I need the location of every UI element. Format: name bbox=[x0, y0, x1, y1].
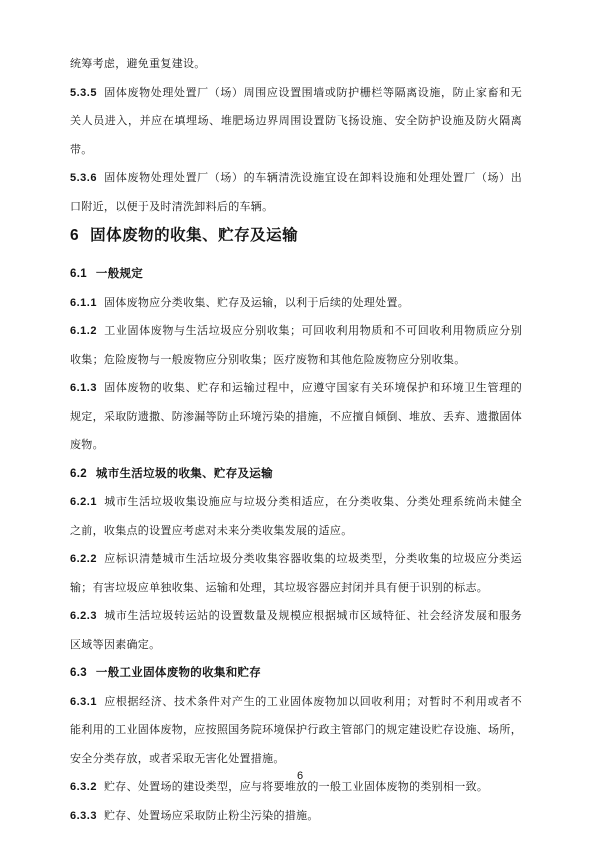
section-number: 6.2 bbox=[70, 467, 87, 480]
clause-number: 5.3.5 bbox=[70, 86, 97, 99]
clause-number: 6.2.1 bbox=[70, 496, 97, 508]
clause-6-3-3 bbox=[70, 802, 522, 831]
clause-number: 6.1.1 bbox=[70, 296, 97, 309]
clause-number: 6.2.3 bbox=[70, 610, 97, 622]
clause-text: 应标识清楚城市生活垃圾分类收集容器收集的垃圾类型，分类收集的垃圾应分类运输；有害垃圾应单独收集、运输和处理，其垃圾容器应封闭并具有便于识别的标志。 bbox=[70, 553, 522, 594]
clause-number: 6.3.1 bbox=[70, 695, 97, 708]
clause-number: 6.3.3 bbox=[70, 809, 97, 822]
section-number: 6.3 bbox=[70, 667, 87, 679]
clause-number: 6.1.2 bbox=[70, 325, 97, 337]
section-title: 一般工业固体废物的收集和贮存 bbox=[95, 667, 262, 679]
section-title: 一般规定 bbox=[95, 268, 144, 280]
clause-number: 5.3.6 bbox=[70, 172, 97, 184]
clause-text: 贮存、处置场的建设类型，应与将要堆放的一般工业固体废物的类别相一致。 bbox=[103, 781, 489, 793]
clause-number: 6.1.3 bbox=[70, 382, 97, 394]
clause-text: 固体废物的收集、贮存和运输过程中，应遵守国家有关环境保护和环境卫生管理的规定，采取防遗撒、防渗漏等防止环境污染的措施，不应擅自倾倒、堆放、丢弃、遗撒固体废物。 bbox=[70, 382, 522, 451]
clause-number: 6.3.2 bbox=[70, 781, 97, 793]
section-number: 6.1 bbox=[70, 268, 87, 280]
paragraph-text: 统筹考虑，避免重复建设。 bbox=[70, 58, 206, 70]
clause-text: 固体废物处理处置厂（场）的车辆清洗设施宜设在卸料设施和处理处置厂（场）出口附近，以便于及时清洗卸料后的车辆。 bbox=[70, 172, 522, 213]
clause-6-2-3 bbox=[70, 602, 522, 659]
clause-text: 固体废物应分类收集、贮存及运输，以利于后续的处理处置。 bbox=[103, 296, 410, 309]
chapter-number: 6 bbox=[70, 227, 80, 244]
clause-text: 应根据经济、技术条件对产生的工业固体废物加以回收利用；对暂时不利用或者不能利用的工业固体废物，应按照国务院环境保护行政主管部门的规定建设贮存设施、场所，安全分类存放，或者采取无害化处置措施。 bbox=[70, 695, 522, 765]
section-heading-6-3 bbox=[70, 659, 522, 688]
clause-5-3-6 bbox=[70, 164, 522, 221]
paragraph-continuation bbox=[70, 50, 522, 79]
clause-6-1-3 bbox=[70, 374, 522, 460]
page-number: 6 bbox=[296, 770, 304, 782]
clause-text: 工业固体废物与生活垃圾应分别收集；可回收利用物质和不可回收利用物质应分别收集；危险废物与一般废物应分别收集；医疗废物和其他危险废物应分别收集。 bbox=[70, 325, 522, 366]
clause-text: 贮存、处置场应采取防止粉尘污染的措施。 bbox=[103, 809, 319, 822]
clause-number: 6.2.2 bbox=[70, 553, 97, 565]
clause-6-3-1 bbox=[70, 688, 522, 774]
chapter-title: 固体废物的收集、贮存及运输 bbox=[90, 227, 299, 244]
clause-6-1-2 bbox=[70, 317, 522, 374]
chapter-heading bbox=[70, 221, 522, 251]
section-heading-6-2 bbox=[70, 460, 522, 489]
clause-5-3-5 bbox=[70, 79, 522, 165]
document-body bbox=[70, 50, 522, 830]
clause-text: 城市生活垃圾收集设施应与垃圾分类相适应，在分类收集、分类处理系统尚未健全之前，收集点的设置应考虑对未来分类收集发展的适应。 bbox=[70, 496, 522, 537]
section-heading-6-1 bbox=[70, 260, 522, 289]
clause-6-2-2 bbox=[70, 545, 522, 602]
clause-text: 城市生活垃圾转运站的设置数量及规模应根据城市区域特征、社会经济发展和服务区域等因素确定。 bbox=[70, 610, 522, 651]
clause-text: 固体废物处理处置厂（场）周围应设置围墙或防护栅栏等隔离设施，防止家畜和无关人员进入，并应在填埋场、堆肥场边界周围设置防飞扬设施、安全防护设施及防火隔离带。 bbox=[70, 86, 522, 156]
clause-6-2-1 bbox=[70, 488, 522, 545]
clause-6-1-1 bbox=[70, 289, 522, 318]
section-title: 城市生活垃圾的收集、贮存及运输 bbox=[95, 467, 273, 480]
